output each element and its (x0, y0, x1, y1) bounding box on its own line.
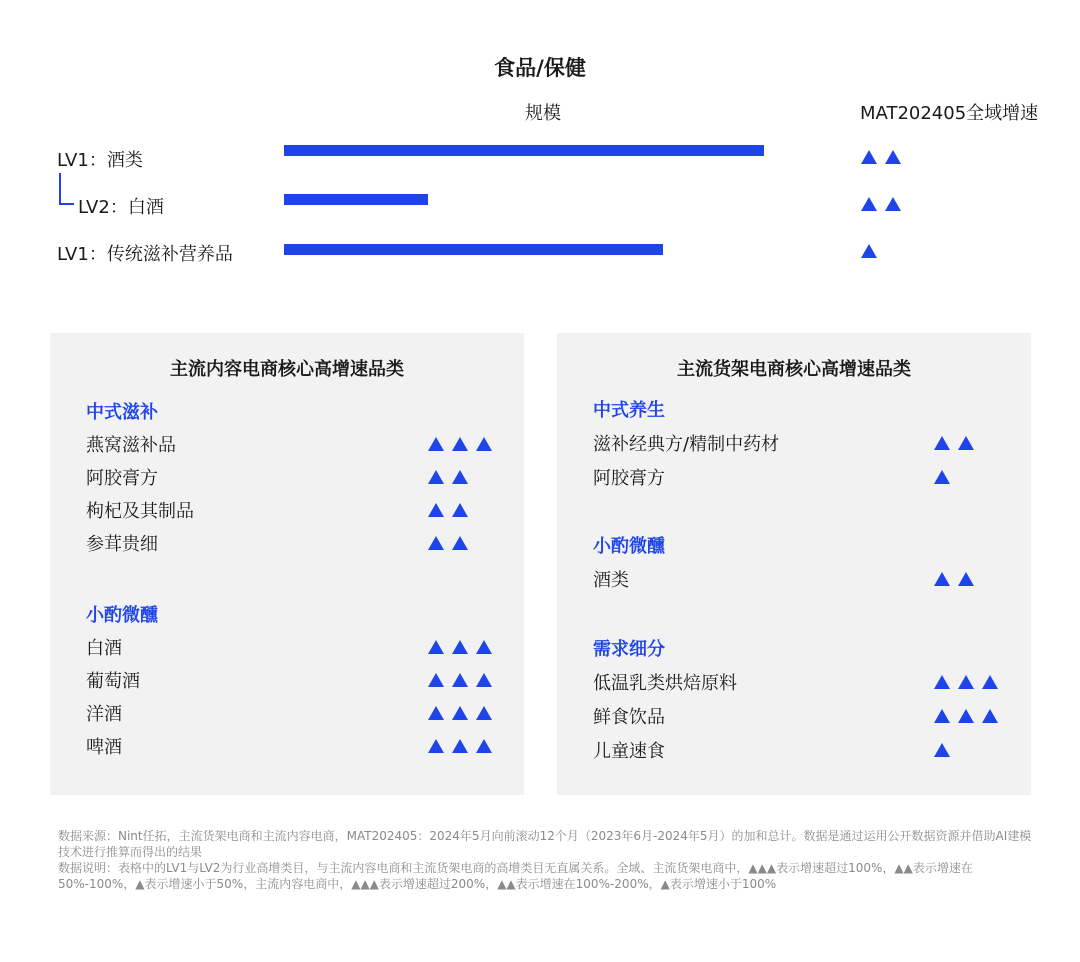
growth-triangle-icon (452, 673, 468, 687)
group-title: 中式滋补 (86, 402, 158, 423)
list-item-label: 滋补经典方/精制中药材 (593, 434, 780, 455)
list-item-growth (934, 709, 998, 723)
growth-triangle-icon (476, 739, 492, 753)
growth-triangle-icon (452, 437, 468, 451)
bar-0 (284, 145, 764, 156)
growth-triangle-icon (428, 706, 444, 720)
list-item-growth (428, 470, 468, 484)
growth-triangle-icon (885, 197, 901, 211)
growth-triangle-icon (885, 150, 901, 164)
list-item-label: 参茸贵细 (86, 534, 158, 555)
hierarchy-connector (59, 173, 74, 205)
list-item-growth (428, 706, 492, 720)
list-item-growth (934, 675, 998, 689)
growth-triangle-icon (934, 436, 950, 450)
growth-triangle-icon (982, 709, 998, 723)
list-item-growth (428, 536, 468, 550)
growth-triangle-icon (452, 470, 468, 484)
growth-triangle-icon (934, 675, 950, 689)
growth-triangle-icon (476, 673, 492, 687)
growth-triangle-icon (428, 640, 444, 654)
list-item-growth (428, 739, 492, 753)
list-item-growth (428, 640, 492, 654)
list-item-growth (428, 437, 492, 451)
footnote-source: 数据来源：Nint任拓，主流货架电商和主流内容电商，MAT202405：2024年5月向前滚动12个月（2023年6月-2024年5月）的加和总计。数据是通过运用公开数据资源并借助AI建模技术进行推算而得出的结果 (58, 829, 1032, 859)
growth-triangle-icon (476, 640, 492, 654)
category-label-lv2-baijiu: LV2：白酒 (78, 197, 164, 218)
growth-triangle-icon (934, 709, 950, 723)
list-item-growth (934, 470, 950, 484)
list-item-growth (934, 572, 974, 586)
footnote (58, 828, 1033, 892)
growth-triangle-icon (958, 675, 974, 689)
growth-triangle-icon (958, 436, 974, 450)
growth-triangle-icon (861, 244, 877, 258)
list-item-label: 啤酒 (86, 737, 122, 758)
growth-triangle-icon (982, 675, 998, 689)
growth-triangle-icon (428, 437, 444, 451)
growth-indicator-0 (861, 150, 901, 164)
growth-triangle-icon (934, 470, 950, 484)
panel-content-ecommerce (50, 333, 524, 795)
list-item-label: 鲜食饮品 (593, 707, 665, 728)
growth-column-header: MAT202405全域增速 (860, 103, 1039, 124)
list-item-label: 儿童速食 (593, 741, 665, 762)
category-label-lv1-tonic: LV1：传统滋补营养品 (57, 244, 233, 265)
bar-1 (284, 194, 428, 205)
chart-title: 食品/保健 (494, 56, 586, 80)
list-item-label: 燕窝滋补品 (86, 435, 176, 456)
group-title: 中式养生 (593, 400, 665, 421)
category-label-lv1-liquor: LV1：酒类 (57, 150, 143, 171)
growth-triangle-icon (428, 536, 444, 550)
growth-triangle-icon (476, 706, 492, 720)
list-item-growth (934, 436, 974, 450)
growth-triangle-icon (452, 503, 468, 517)
growth-triangle-icon (452, 739, 468, 753)
list-item-growth (428, 503, 468, 517)
list-item-label: 葡萄酒 (86, 671, 140, 692)
growth-triangle-icon (958, 709, 974, 723)
scale-column-header: 规模 (525, 103, 561, 124)
group-title: 小酌微醺 (593, 536, 665, 557)
growth-triangle-icon (452, 640, 468, 654)
growth-triangle-icon (861, 197, 877, 211)
growth-triangle-icon (452, 706, 468, 720)
group-title: 小酌微醺 (86, 605, 158, 626)
growth-triangle-icon (428, 503, 444, 517)
list-item-label: 洋酒 (86, 704, 122, 725)
list-item-label: 低温乳类烘焙原料 (593, 673, 737, 694)
growth-triangle-icon (861, 150, 877, 164)
growth-triangle-icon (452, 536, 468, 550)
footnote-explanation: 数据说明：表格中的LV1与LV2为行业高增类目，与主流内容电商和主流货架电商的高增类目无直属关系。全域、主流货架电商中，▲▲▲表示增速超过100%，▲▲表示增速在50%-100%，▲表示增速小于50%，主流内容电商中，▲▲▲表示增速超过200%，▲▲表示增速在100%-200%，▲表示增速小于100% (58, 861, 973, 891)
growth-triangle-icon (934, 572, 950, 586)
list-item-label: 阿胶膏方 (86, 468, 158, 489)
growth-triangle-icon (476, 437, 492, 451)
growth-triangle-icon (428, 739, 444, 753)
growth-triangle-icon (428, 673, 444, 687)
growth-triangle-icon (958, 572, 974, 586)
panel-shelf-ecommerce (557, 333, 1031, 795)
panel-title: 主流货架电商核心高增速品类 (677, 359, 911, 380)
list-item-growth (934, 743, 950, 757)
list-item-growth (428, 673, 492, 687)
panel-title: 主流内容电商核心高增速品类 (170, 359, 404, 380)
growth-indicator-1 (861, 197, 901, 211)
list-item-label: 白酒 (86, 638, 122, 659)
list-item-label: 酒类 (593, 570, 629, 591)
list-item-label: 阿胶膏方 (593, 468, 665, 489)
bar-2 (284, 244, 663, 255)
group-title: 需求细分 (593, 639, 665, 660)
list-item-label: 枸杞及其制品 (86, 501, 194, 522)
growth-indicator-2 (861, 244, 877, 258)
growth-triangle-icon (428, 470, 444, 484)
growth-triangle-icon (934, 743, 950, 757)
